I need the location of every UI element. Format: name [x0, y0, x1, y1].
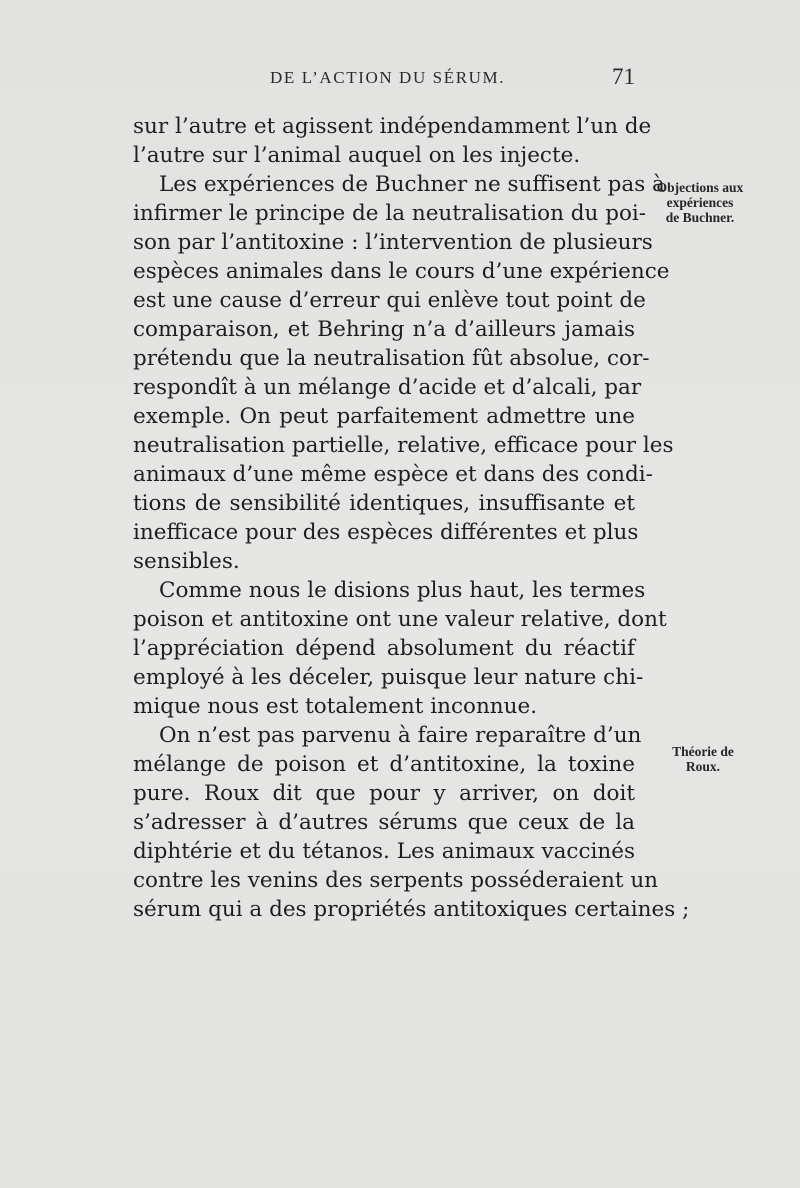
text-line: infirmer le principe de la neutralisation du poi-: [133, 201, 647, 226]
text-line: est une cause d’erreur qui enlève tout point de: [133, 288, 646, 313]
text-line: l’appréciation dépend absolument du réactif: [133, 636, 635, 661]
text-line: neutralisation partielle, relative, efficace pour les: [133, 433, 674, 458]
text-line: sur l’autre et agissent indépendamment l’un de: [133, 114, 652, 139]
running-head: DE L’ACTION DU SÉRUM.: [270, 68, 506, 87]
text-line: l’autre sur l’animal auquel on les injecte.: [133, 143, 581, 168]
text-line: comparaison, et Behring n’a d’ailleurs jamais: [133, 317, 635, 342]
margin-note-buchner: [640, 180, 760, 225]
text-line: exemple. On peut parfaitement admettre une: [133, 404, 635, 429]
text-line: espèces animales dans le cours d’une expérience: [133, 259, 670, 284]
text-line: tions de sensibilité identiques, insuffisante et: [133, 491, 635, 516]
body-text: [133, 112, 690, 924]
text-line: On n’est pas parvenu à faire reparaître d’un: [159, 723, 642, 748]
text-line: sensibles.: [133, 549, 240, 574]
text-line: prétendu que la neutralisation fût absolue, cor-: [133, 346, 650, 371]
text-line: animaux d’une même espèce et dans des condi-: [133, 462, 653, 487]
text-line: Les expériences de Buchner ne suffisent pas à: [159, 172, 665, 197]
text-line: employé à les déceler, puisque leur nature chi-: [133, 665, 644, 690]
page-number: 71: [612, 64, 635, 89]
text-line: poison et antitoxine ont une valeur relative, dont: [133, 607, 667, 632]
text-line: son par l’antitoxine : l’intervention de plusieurs: [133, 230, 653, 255]
text-line: respondît à un mélange d’acide et d’alcali, par: [133, 375, 642, 400]
margin-note-line: Objections aux: [656, 180, 744, 195]
margin-note-line: Roux.: [685, 759, 721, 774]
margin-note-roux: [648, 744, 758, 774]
text-line: s’adresser à d’autres sérums que ceux de la: [133, 810, 635, 835]
page-header: [133, 64, 635, 94]
text-line: mique nous est totalement inconnue.: [133, 694, 538, 719]
text-line: mélange de poison et d’antitoxine, la toxine: [133, 752, 635, 777]
text-line: diphtérie et du tétanos. Les animaux vaccinés: [133, 839, 635, 864]
text-line: Comme nous le disions plus haut, les termes: [159, 578, 646, 603]
text-line: inefficace pour des espèces différentes et plus: [133, 520, 639, 545]
text-line: pure. Roux dit que pour y arriver, on doit: [133, 781, 635, 806]
text-line: sérum qui a des propriétés antitoxiques certaines ;: [133, 897, 690, 922]
margin-note-line: Théorie de: [672, 744, 734, 759]
text-line: contre les venins des serpents posséderaient un: [133, 868, 659, 893]
margin-note-line: de Buchner.: [665, 210, 735, 225]
margin-note-line: expériences: [666, 195, 734, 210]
